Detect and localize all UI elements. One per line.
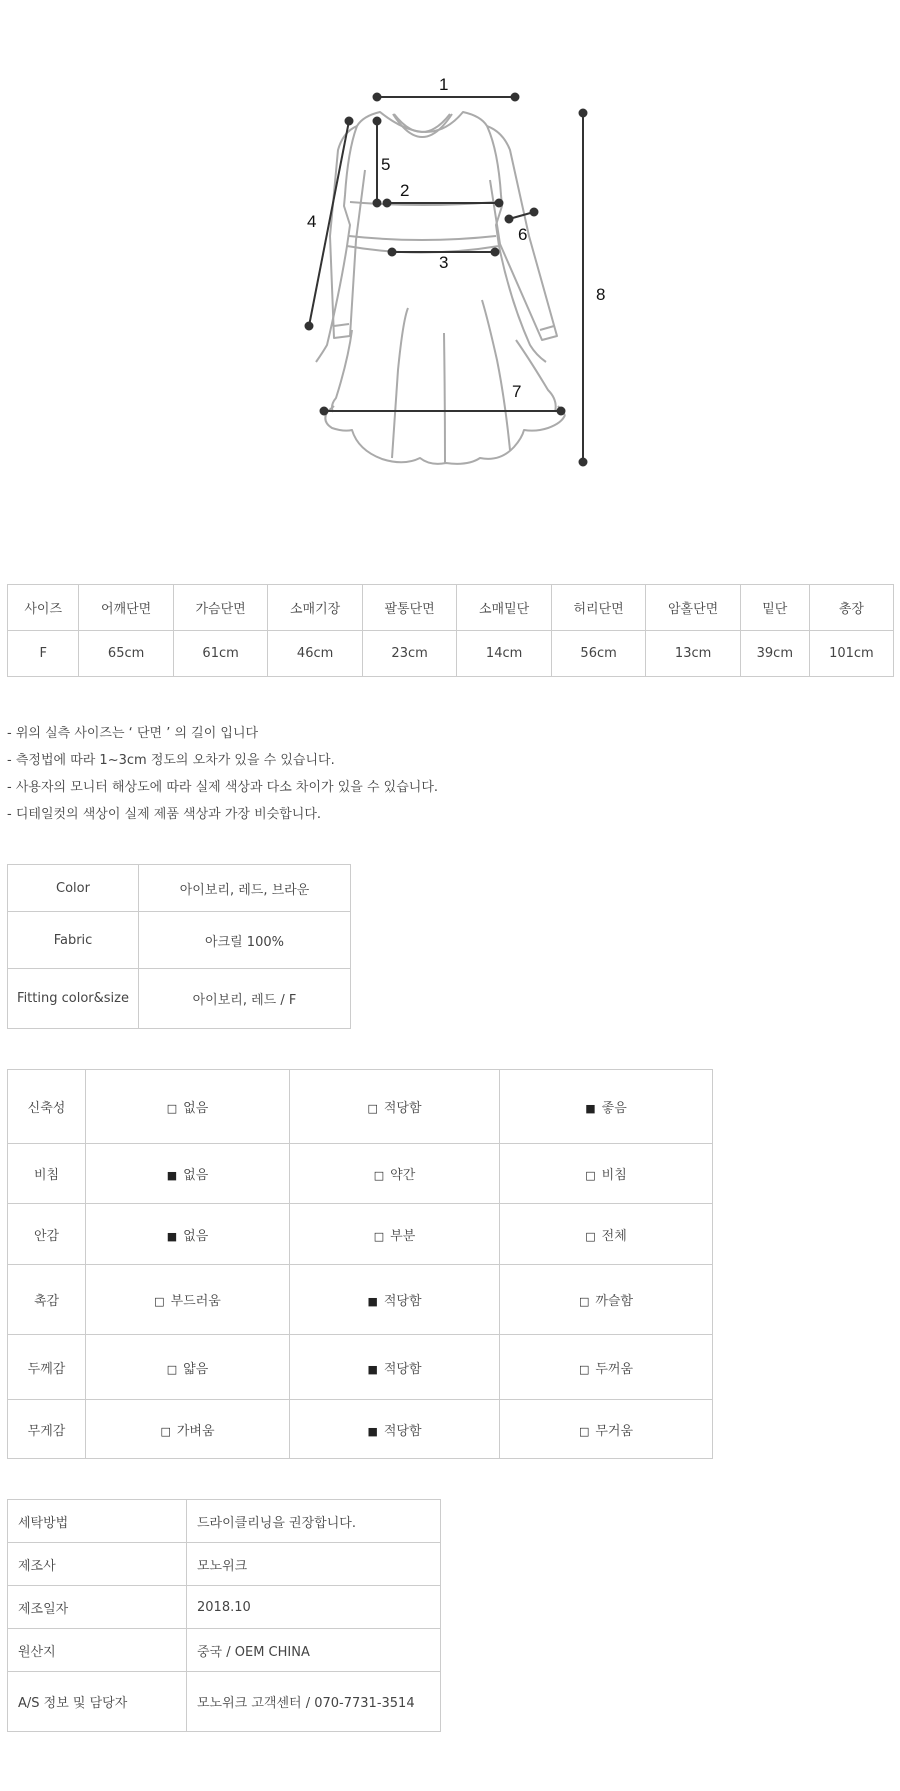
feel-label: 두께감 (8, 1335, 86, 1400)
header-cell: 사이즈 (8, 585, 79, 631)
label-8: 8 (596, 285, 606, 304)
label-2: 2 (400, 181, 410, 200)
measurement-notes (7, 720, 438, 828)
label-7: 7 (512, 382, 522, 401)
feel-row (8, 1070, 713, 1144)
care-value: 모노위크 고객센터 / 070-7731-3514 (187, 1672, 441, 1732)
info-row (8, 969, 351, 1029)
info-row (8, 912, 351, 969)
info-value: 아이보리, 레드, 브라운 (139, 865, 351, 912)
info-label: Fitting color&size (8, 969, 139, 1029)
feel-row (8, 1265, 713, 1335)
feel-option: ■ 적당함 (290, 1335, 500, 1400)
note-item: - 위의 실측 사이즈는 ‘ 단면 ’ 의 길이 입니다 (7, 726, 259, 741)
care-label: 세탁방법 (8, 1500, 187, 1543)
feel-label: 촉감 (8, 1265, 86, 1335)
care-label: 제조사 (8, 1543, 187, 1586)
feel-option: □ 전체 (500, 1204, 713, 1265)
checkbox-icon: □ (367, 1102, 378, 1115)
care-row (8, 1629, 441, 1672)
value-cell: 56cm (551, 631, 646, 677)
checkbox-icon: □ (578, 1424, 590, 1438)
feel-option: □ 약간 (290, 1144, 500, 1204)
care-label: 원산지 (8, 1629, 187, 1672)
feel-option: ■ 적당함 (290, 1265, 500, 1335)
feel-row (8, 1335, 713, 1400)
header-cell: 허리단면 (551, 585, 646, 631)
info-label: Fabric (8, 912, 139, 969)
feel-label: 무게감 (8, 1400, 86, 1459)
feel-option: ■ 적당함 (290, 1400, 500, 1459)
value-cell: 101cm (809, 631, 893, 677)
header-cell: 소매밑단 (457, 585, 552, 631)
care-row (8, 1543, 441, 1586)
label-4: 4 (307, 212, 317, 231)
checkbox-icon: □ (578, 1295, 590, 1308)
fabric-feel-table (7, 1069, 713, 1459)
label-3: 3 (439, 253, 449, 272)
feel-row (8, 1400, 713, 1459)
care-value: 중국 / OEM CHINA (187, 1629, 441, 1672)
info-value: 아이보리, 레드 / F (139, 969, 351, 1029)
checkbox-icon: □ (585, 1169, 596, 1182)
checkbox-icon: □ (373, 1229, 385, 1243)
measurement-lines (306, 94, 587, 466)
care-row (8, 1672, 441, 1732)
value-cell: 65cm (79, 631, 174, 677)
note-item: - 측정법에 따라 1~3cm 정도의 오차가 있을 수 있습니다. (7, 753, 335, 768)
feel-option: □ 부분 (290, 1204, 500, 1265)
header-cell: 어깨단면 (79, 585, 174, 631)
feel-option: □ 가벼움 (86, 1400, 290, 1459)
value-cell: 61cm (173, 631, 268, 677)
care-value: 2018.10 (187, 1586, 441, 1629)
checkbox-icon: ■ (585, 1102, 596, 1115)
note-item: - 사용자의 모니터 해상도에 따라 실제 색상과 다소 차이가 있을 수 있습니다. (7, 780, 439, 795)
feel-row (8, 1144, 713, 1204)
label-6: 6 (518, 225, 528, 244)
feel-option: □ 부드러움 (86, 1265, 290, 1335)
care-row (8, 1586, 441, 1629)
header-cell: 총장 (809, 585, 893, 631)
checkbox-icon: □ (578, 1362, 590, 1376)
feel-option: □ 비침 (500, 1144, 713, 1204)
info-label: Color (8, 865, 139, 912)
value-cell: 14cm (457, 631, 552, 677)
feel-option: □ 두꺼움 (500, 1335, 713, 1400)
care-label: 제조일자 (8, 1586, 187, 1629)
feel-option: ■ 없음 (86, 1144, 290, 1204)
checkbox-icon: □ (166, 1362, 178, 1376)
checkbox-icon: ■ (166, 1169, 178, 1182)
feel-option: ■ 없음 (86, 1204, 290, 1265)
value-cell: F (8, 631, 79, 677)
value-cell: 39cm (740, 631, 809, 677)
feel-option: □ 적당함 (290, 1070, 500, 1144)
care-row (8, 1500, 441, 1543)
product-info-table (7, 864, 351, 1029)
header-cell: 밑단 (740, 585, 809, 631)
checkbox-icon: ■ (367, 1424, 378, 1438)
header-cell: 암홀단면 (646, 585, 741, 631)
header-cell: 가슴단면 (173, 585, 268, 631)
care-value: 드라이클리닝을 권장합니다. (187, 1500, 441, 1543)
header-cell: 소매기장 (268, 585, 363, 631)
note-item: - 디테일컷의 색상이 실제 제품 색상과 가장 비슷합니다. (7, 807, 322, 822)
dress-measurement-diagram (0, 0, 900, 470)
checkbox-icon: ■ (367, 1295, 378, 1308)
feel-option: □ 없음 (86, 1070, 290, 1144)
feel-option: □ 까슬함 (500, 1265, 713, 1335)
care-info-table (7, 1499, 441, 1732)
size-table (7, 584, 894, 677)
value-cell: 23cm (362, 631, 457, 677)
feel-option: ■ 좋음 (500, 1070, 713, 1144)
info-row (8, 865, 351, 912)
label-5: 5 (381, 155, 391, 174)
care-label: A/S 정보 및 담당자 (8, 1672, 187, 1732)
feel-row (8, 1204, 713, 1265)
checkbox-icon: □ (160, 1424, 171, 1438)
value-cell: 13cm (646, 631, 741, 677)
feel-option: □ 얇음 (86, 1335, 290, 1400)
feel-label: 비침 (8, 1144, 86, 1204)
checkbox-icon: ■ (166, 1229, 178, 1243)
care-value: 모노위크 (187, 1543, 441, 1586)
size-table-row (8, 631, 894, 677)
header-cell: 팔통단면 (362, 585, 457, 631)
info-value: 아크릴 100% (139, 912, 351, 969)
feel-label: 신축성 (8, 1070, 86, 1144)
value-cell: 46cm (268, 631, 363, 677)
checkbox-icon: □ (166, 1102, 178, 1115)
size-table-header (8, 585, 894, 631)
feel-label: 안감 (8, 1204, 86, 1265)
label-1: 1 (439, 75, 449, 94)
checkbox-icon: □ (585, 1229, 596, 1243)
checkbox-icon: ■ (367, 1362, 378, 1376)
feel-option: □ 무거움 (500, 1400, 713, 1459)
checkbox-icon: □ (373, 1169, 385, 1182)
checkbox-icon: □ (154, 1295, 165, 1308)
